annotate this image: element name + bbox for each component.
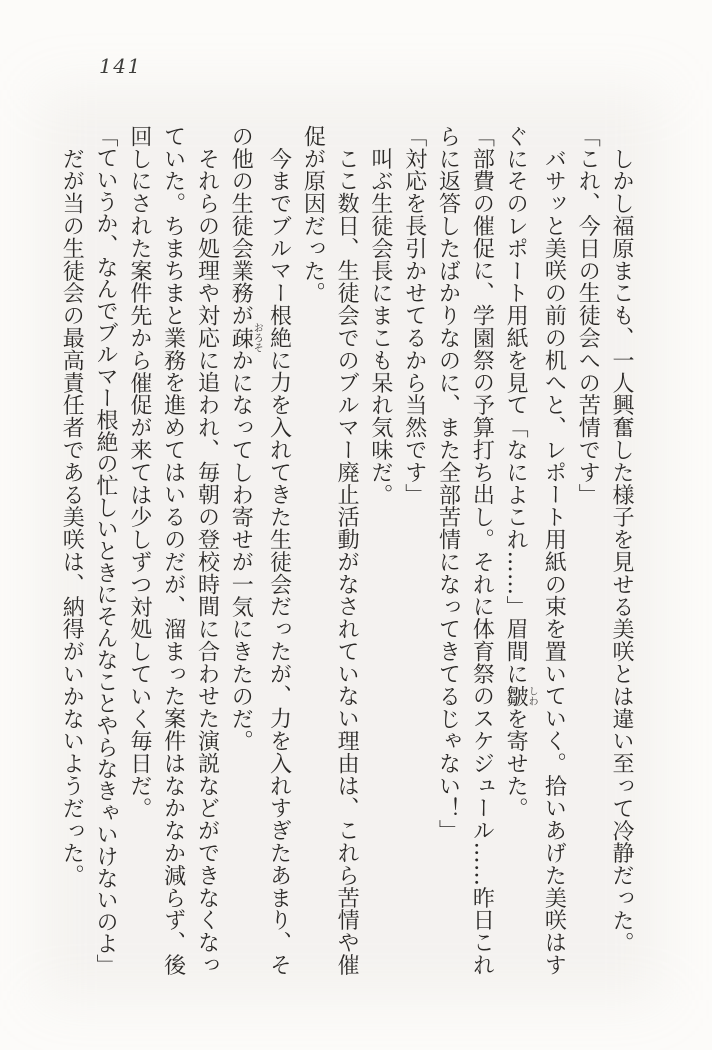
ruby-annotated-word: 皺しわ [503,685,538,708]
text-run: だが当の生徒会の最高責任者である美咲は、納得がいかないようだった。 [59,125,85,887]
text-line [190,125,224,976]
text-line [465,125,499,976]
text-run: 「これ、今日の生徒会への苦情です」 [575,125,601,506]
furigana: おろそ [251,322,263,353]
text-line [262,125,296,976]
text-run: バサッと美咲の前の机へと、レポート用紙の束を置いていく。拾いあげた美咲はす [541,125,567,976]
text-line [397,125,431,976]
text-run: しかし福原まこも、一人興奮した様子を見せる美咲とは違い至って冷静だった。 [609,125,634,954]
text-run: ここ数日、生徒会でのブルマー廃止活動がなされていない理由は、これら苦情や催 [334,125,360,976]
text-run: 促が原因だった。 [300,125,326,305]
text-line [296,125,330,976]
text-run: ぐにそのレポート用紙を見て「なによこれ……」眉間に [503,125,529,685]
text-block [54,125,638,976]
text-run: かになってしわ寄せが一気にきたのだ。 [228,349,254,753]
text-run: らに返答したばかりなのに、また全部苦情になってきてるじゃない！」 [435,125,461,842]
text-run: の他の生徒会業務が [228,125,254,327]
text-line [223,125,261,976]
text-run: 「ていうか、なんでブルマー根絶の忙しいときにそんなことやらなきゃいけないのよ」 [93,125,119,977]
text-line [537,125,571,976]
page-number: 141 [99,54,142,78]
text-run: 回しにされた案件先から催促が来ては少しずつ対処していく毎日だ。 [126,125,152,820]
text-run: 「部費の催促に、学園祭の予算打ち出し。それに体育祭のスケジュール……昨日これ [469,125,495,976]
text-line [431,125,465,976]
text-run: 「対応を長引かせてるから当然です」 [401,125,427,506]
text-line [604,125,638,976]
text-line [122,125,156,976]
text-run: 叫ぶ生徒会長にまこも呆れ気味だ。 [367,125,393,506]
text-line [498,125,536,976]
text-run: それらの処理や対応に追われ、毎朝の登校時間に合わせた演説などができなくなっ [194,125,220,976]
text-line [570,125,604,976]
ruby-annotated-word: 疎おろそ [228,322,263,353]
text-line [329,125,363,976]
text-line [363,125,397,976]
text-line [156,125,190,976]
furigana: しわ [526,685,538,708]
text-line [88,125,122,976]
text-run: 今までブルマー根絶に力を入れてきた生徒会だったが、力を入れすぎたあまり、そ [266,125,292,976]
text-run: を寄せた。 [503,707,529,820]
text-line [54,125,88,976]
text-run: ていた。ちまちまと業務を進めてはいるのだが、溜まった案件はなかなか減らず、後 [160,125,186,976]
